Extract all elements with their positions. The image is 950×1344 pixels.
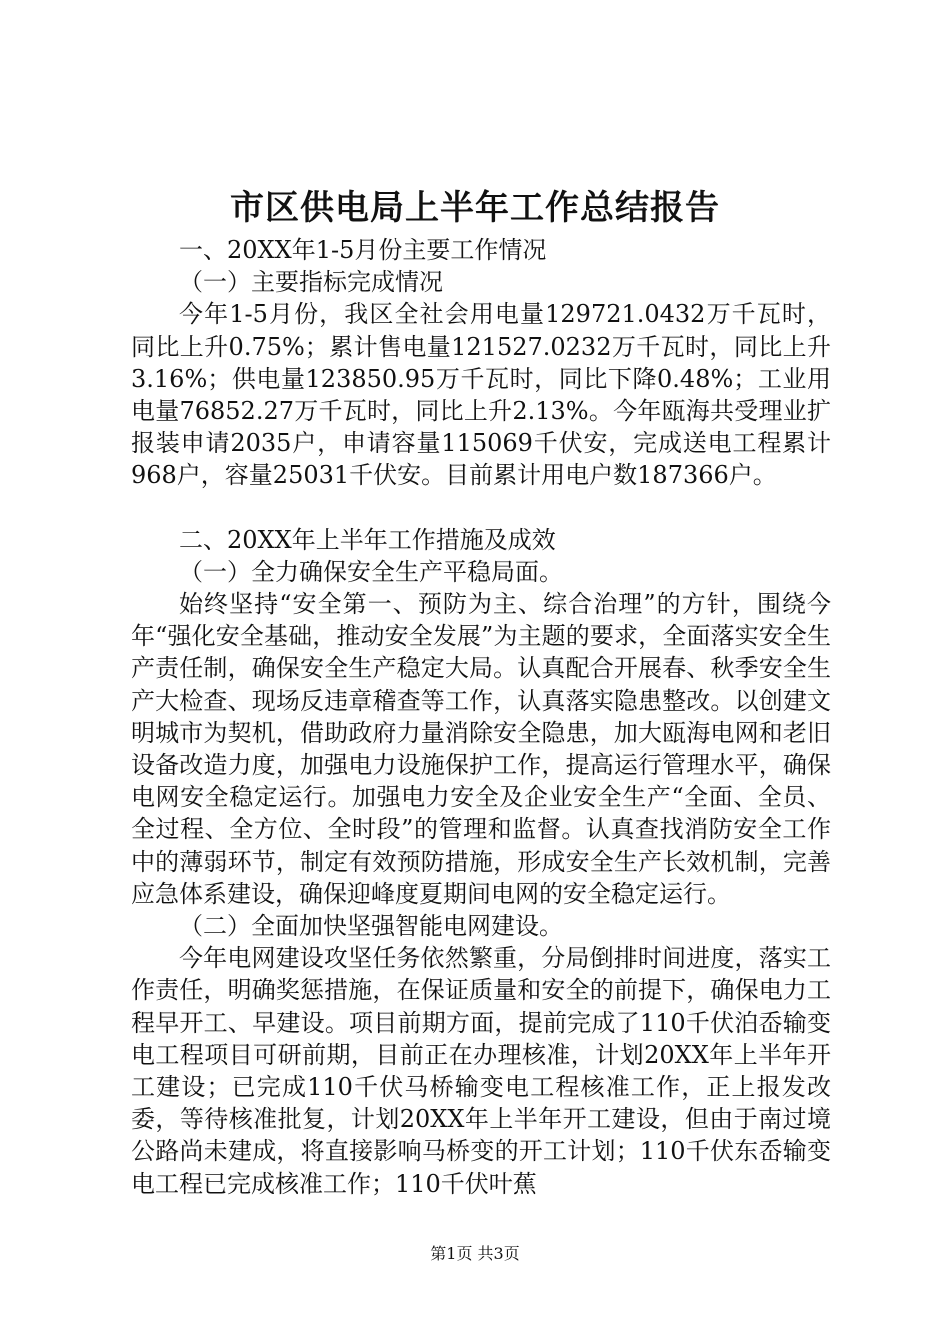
subsection-heading-2-1: （一）全力确保安全生产平稳局面。 bbox=[179, 557, 563, 586]
document-title: 市区供电局上半年工作总结报告 bbox=[230, 188, 720, 228]
section-heading-2: 二、20XX年上半年工作措施及成效 bbox=[179, 525, 556, 554]
paragraph-safety: 始终坚持“安全第一、预防为主、综合治理”的方针，围绕今年“强化安全基础，推动安全发展”为主题的要求，全面落实安全生产责任制，确保安全生产稳定大局。认真配合开展春、秋季安全生产大检查、现场反违章稽查等工作，认真落实隐患整改。以创建文明城市为契机，借助政府力量消除安全隐患，加大瓯海电网和老旧设备改造力度，加强电力设施保护工作，提高运行管理水平，确保电网安全稳定运行。加强电力安全及企业安全生产“全面、全员、全过程、全方位、全时段”的管理和监督。认真查找消防安全工作中的薄弱环节，制定有效预防措施，形成安全生产长效机制，完善应急体系建设，确保迎峰度夏期间电网的安全稳定运行。 bbox=[131, 590, 831, 908]
paragraph-gap bbox=[131, 492, 831, 524]
document-body bbox=[131, 234, 831, 1200]
paragraph-grid-construction: 今年电网建设攻坚任务依然繁重，分局倒排时间进度，落实工作责任，明确奖惩措施，在保证质量和安全的前提下，确保电力工程早开工、早建设。项目前期方面，提前完成了110千伏泊岙输变电工程项目可研前期，目前正在办理核准，计划20XX年上半年开工建设；已完成110千伏马桥输变电工程核准工作，正上报发改委，等待核准批复，计划20XX年上半年开工建设，但由于南过境公路尚未建成，将直接影响马桥变的开工计划；110千伏东岙输变电工程已完成核准工作；110千伏叶蕉 bbox=[131, 944, 831, 1198]
subsection-heading-1-1: （一）主要指标完成情况 bbox=[179, 268, 443, 297]
subsection-heading-2-2: （二）全面加快坚强智能电网建设。 bbox=[179, 912, 563, 941]
page-footer: 第1页 共3页 bbox=[430, 1244, 520, 1263]
section-heading-1: 一、20XX年1-5月份主要工作情况 bbox=[179, 236, 547, 264]
paragraph-indicators: 今年1-5月份，我区全社会用电量129721.0432万千瓦时，同比上升0.75%；累计售电量121527.0232万千瓦时，同比上升3.16%；供电量123850.95万千瓦时，同比下降0.48%；工业用电量76852.27万千瓦时，同比上升2.13%。今年瓯海共受理业扩报装申请2035户，申请容量115069千伏安，完成送电工程累计968户，容量25031千伏安。目前累计用电户数187366户。 bbox=[131, 300, 831, 490]
